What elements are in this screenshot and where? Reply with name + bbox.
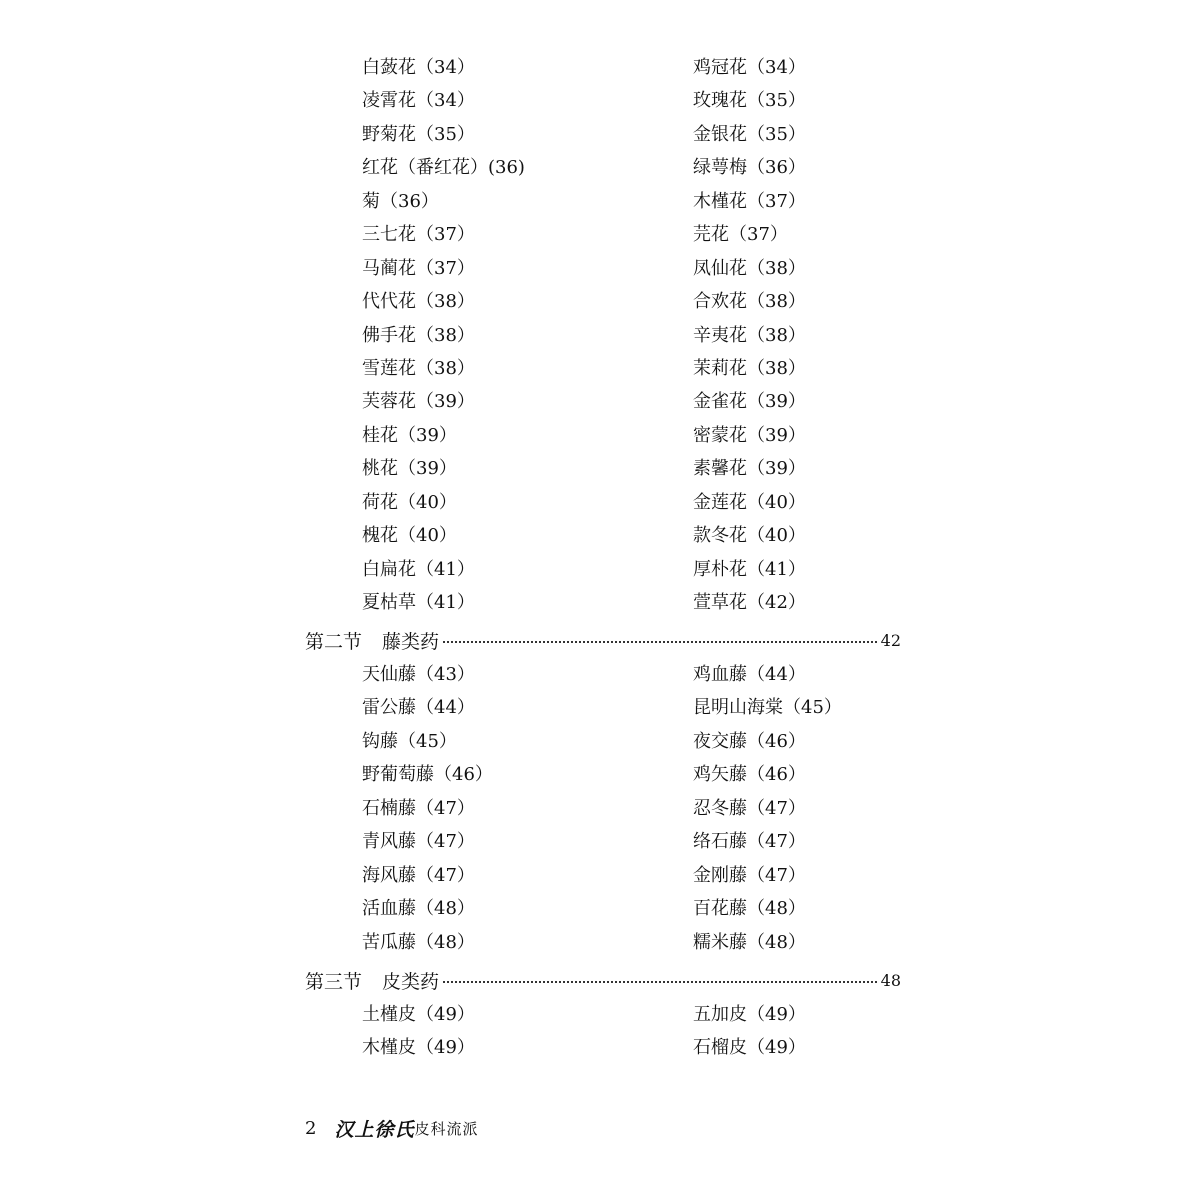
toc-entry: 活血藤（48） [362,898,475,920]
toc-entry: 凤仙花（38） [693,257,806,279]
toc-entry: 鸡血藤（44） [693,664,806,685]
toc-entry: 木槿花（37） [693,190,806,212]
toc-entry: 青风藤（47） [362,831,475,853]
toc-entry: 雪莲花（38） [362,357,475,379]
toc-entry: 五加皮（49） [693,1004,806,1025]
toc-entry: 金莲花（40） [693,491,806,513]
toc-entry: 鸡冠花（34） [693,57,806,78]
toc-entry: 百花藤（48） [693,898,806,920]
toc-entry: 三七花（37） [362,224,475,246]
toc-entry: 绿萼梅（36） [693,157,806,179]
toc-entry: 茉莉花（38） [693,357,806,379]
toc-entry: 代代花（38） [362,291,475,313]
toc-entry: 石榴皮（49） [693,1037,806,1059]
dot-leader [443,981,877,983]
toc-entry: 玫瑰花（35） [693,90,806,112]
toc-entry: 夏枯草（41） [362,592,475,613]
toc-entry: 马蔺花（37） [362,257,475,279]
toc-entry: 佛手花（38） [362,324,475,346]
section-heading-vines [305,623,901,657]
toc-entry: 合欢花（38） [693,291,806,313]
dot-leader [443,641,877,643]
toc-entry: 凌霄花（34） [362,90,475,112]
section-heading-barks [305,963,901,997]
toc-entry: 白蔹花（34） [362,57,475,78]
toc-entry: 木槿皮（49） [362,1037,475,1059]
toc-entries-vines [362,658,922,959]
toc-entry: 夜交藤（46） [693,730,806,752]
toc-entry: 土槿皮（49） [362,1004,475,1025]
toc-entry: 鸡矢藤（46） [693,764,806,786]
toc-entry: 厚朴花（41） [693,558,806,580]
toc-entry: 辛夷花（38） [693,324,806,346]
toc-entry: 槐花（40） [362,525,457,547]
toc-entry: 菊（36） [362,190,439,212]
folio-number: 2 [305,1117,317,1139]
section-number: 第二节 [305,630,363,653]
book-brand: 汉上徐氏 [334,1118,415,1141]
toc-entry: 海风藤（47） [362,864,475,886]
toc-entry: 昆明山海棠（45） [693,697,842,719]
toc-entry: 络石藤（47） [693,831,806,853]
toc-entry: 素馨花（39） [693,458,806,480]
toc-entry: 桂花（39） [362,424,457,446]
section-page-number: 42 [880,630,901,650]
toc-entry: 芙蓉花（39） [362,391,475,413]
toc-entry: 金雀花（39） [693,391,806,413]
toc-entry: 萱草花（42） [693,592,806,613]
toc-entry: 忍冬藤（47） [693,797,806,819]
toc-entry: 款冬花（40） [693,525,806,547]
toc-entry: 野葡萄藤（46） [362,764,493,786]
section-title: 藤类药 [382,630,440,653]
section-title: 皮类药 [382,970,440,993]
toc-entry: 野菊花（35） [362,123,475,145]
toc-entry: 荷花（40） [362,491,457,513]
toc-entry: 白扁花（41） [362,558,475,580]
toc-entry: 密蒙花（39） [693,424,806,446]
toc-entry: 桃花（39） [362,458,457,480]
toc-entry: 钩藤（45） [362,730,457,752]
toc-entry: 苦瓜藤（48） [362,931,475,953]
page-footer [305,1114,478,1142]
toc-entry: 雷公藤（44） [362,697,475,719]
section-page-number: 48 [880,970,901,990]
toc-entry: 糯米藤（48） [693,931,806,953]
toc-entry: 金刚藤（47） [693,864,806,886]
toc-entry: 红花（番红花）(36) [362,157,525,179]
toc-entries-barks [362,998,922,1065]
toc-entry: 金银花（35） [693,123,806,145]
toc-entry: 石楠藤（47） [362,797,475,819]
toc-entry: 天仙藤（43） [362,664,475,685]
toc-entry: 芫花（37） [693,224,788,246]
section-number: 第三节 [305,970,363,993]
book-subtitle: 皮科流派 [414,1119,479,1138]
toc-entries-flowers [362,51,922,619]
